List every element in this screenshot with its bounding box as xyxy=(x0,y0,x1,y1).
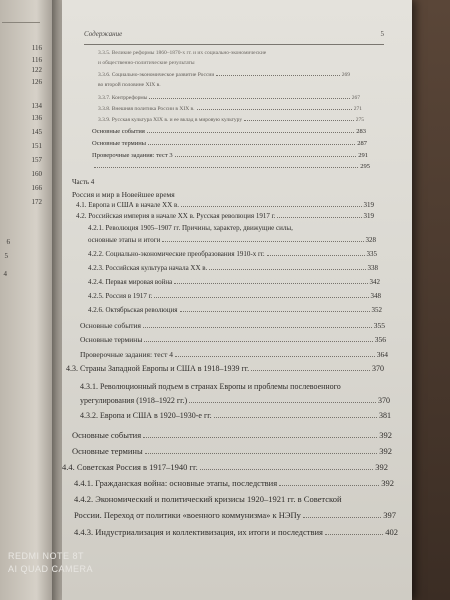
left-page-number: 145 xyxy=(31,128,42,136)
toc-entry xyxy=(88,250,377,258)
leader-dots xyxy=(174,283,367,284)
toc-entry-page: 335 xyxy=(366,250,377,258)
toc-entry-title: 3.3.9. Русская культура XIX в. и ее вклад в мировую культуру xyxy=(98,117,243,123)
left-page-number: 116 xyxy=(31,56,42,64)
left-page-edge xyxy=(0,0,52,600)
toc-entry-title: 3.3.7. Контрреформы xyxy=(98,95,148,101)
toc-entry xyxy=(98,117,364,123)
toc-entry: 4.2.1. Революция 1905–1907 гг. Причины, характер, движущие силы, xyxy=(88,224,293,232)
toc-entry xyxy=(80,335,386,344)
toc-entry xyxy=(92,128,366,135)
toc-entry-title: Основные события xyxy=(80,321,141,330)
left-page-number: 160 xyxy=(31,170,42,178)
toc-entry-title: урегулирования (1918–1922 гг.) xyxy=(80,396,188,405)
toc-entry-page: 392 xyxy=(379,430,392,440)
leader-dots xyxy=(162,241,363,242)
toc-entry-page: 370 xyxy=(372,364,384,373)
toc-entry: 3.3.5. Великие реформы 1860–1870-х гг. и их социально-экономические xyxy=(98,50,267,56)
toc-entry xyxy=(80,321,385,330)
leader-dots xyxy=(143,327,372,328)
toc-entry-page: 392 xyxy=(375,462,388,472)
running-title: Содержание xyxy=(84,30,123,38)
leader-dots xyxy=(181,206,361,207)
leader-dots xyxy=(175,356,375,357)
toc-entry-page: 275 xyxy=(355,117,364,123)
toc-entry-title: 4.2.2. Социально-экономические преобразования 1910-х гг. xyxy=(88,250,265,258)
toc-entry xyxy=(80,396,390,405)
toc-entry-title: 4.3.2. Европа и США в 1920–1930-е гг. xyxy=(80,411,212,420)
toc-entry: 4.3.1. Революционный подъем в странах Европы и проблемы послевоенного xyxy=(80,382,341,391)
leader-dots xyxy=(154,297,368,298)
part-title: Россия и мир в Новейшее время xyxy=(72,190,175,199)
leader-dots xyxy=(325,534,383,535)
toc-entry xyxy=(80,411,391,420)
toc-entry xyxy=(88,278,380,286)
toc-entry-title: 4.2.5. Россия в 1917 г. xyxy=(88,292,153,300)
toc-entry-page: 267 xyxy=(351,95,360,101)
toc-entry-title: 4.4. Советская Россия в 1917–1940 гг. xyxy=(62,462,198,472)
toc-entry-title: Проверочные задания: тест 4 xyxy=(80,350,173,359)
toc-entry-page: 355 xyxy=(373,321,385,330)
book-page xyxy=(62,0,412,600)
toc-entry-title: Основные термины xyxy=(72,446,143,456)
leader-dots xyxy=(279,485,379,486)
leader-dots xyxy=(144,341,372,342)
camera-watermark xyxy=(8,550,93,576)
toc-entry xyxy=(98,72,350,78)
toc-entry-page: 271 xyxy=(353,106,362,112)
toc-entry-title: 4.1. Европа и США в начале XX в. xyxy=(76,201,180,209)
page-number: 5 xyxy=(380,30,384,38)
toc-entry-page: 269 xyxy=(341,72,350,78)
toc-entry-page: 348 xyxy=(370,292,381,300)
toc-entry xyxy=(76,201,374,209)
toc-entry-page: 356 xyxy=(374,335,386,344)
toc-entry-page: 319 xyxy=(363,201,374,209)
toc-entry xyxy=(98,106,362,112)
toc-entry xyxy=(92,140,367,147)
leader-dots xyxy=(180,311,370,312)
toc-entry-page: 392 xyxy=(381,478,394,488)
left-page-rule xyxy=(2,22,40,23)
leader-dots xyxy=(209,269,365,270)
toc-entry-page: 319 xyxy=(363,212,374,220)
toc-entry: 4.4.2. Экономический и политический кризисы 1920–1921 гг. в Советской xyxy=(74,494,342,504)
toc-entry-page: 328 xyxy=(365,236,376,244)
leader-dots xyxy=(189,402,376,403)
toc-entry xyxy=(74,510,396,520)
toc-entry-title: 4.4.3. Индустриализация и коллективизация, их итоги и последствия xyxy=(74,527,323,537)
watermark-line: AI QUAD CAMERA xyxy=(8,564,94,574)
toc-entry xyxy=(74,527,398,537)
toc-entry-title: 4.3. Страны Западной Европы и США в 1918–1939 гг. xyxy=(66,364,250,373)
toc-entry-title: 4.4.1. Гражданская война: основные этапы, последствия xyxy=(74,478,278,488)
toc-entry-title: России. Переход от политики «военного коммунизма» к НЭПу xyxy=(74,510,301,520)
left-page-number: 134 xyxy=(31,102,42,110)
toc-entry-title: Основные термины xyxy=(92,140,147,147)
leader-dots xyxy=(277,217,361,218)
left-page-number: 6 xyxy=(6,238,10,246)
toc-entry xyxy=(76,212,374,220)
left-page-number: 116 xyxy=(31,44,42,52)
toc-entry-page: 364 xyxy=(376,350,388,359)
page-header xyxy=(84,30,384,45)
left-page-number: 5 xyxy=(4,252,8,260)
leader-dots xyxy=(143,437,377,438)
toc-entry xyxy=(98,95,360,101)
leader-dots xyxy=(244,120,354,121)
leader-dots xyxy=(145,453,378,454)
toc-entry xyxy=(66,364,384,373)
watermark-line: REDMI NOTE 8T xyxy=(8,551,85,561)
leader-dots xyxy=(149,98,349,99)
toc-entry-page: 392 xyxy=(379,446,392,456)
toc-entry xyxy=(62,462,388,472)
left-page-number: 166 xyxy=(31,184,42,192)
leader-dots xyxy=(216,75,339,76)
leader-dots xyxy=(214,417,377,418)
toc-entry-page: 352 xyxy=(371,306,382,314)
leader-dots xyxy=(200,469,374,470)
leader-dots xyxy=(267,255,365,256)
toc-entry-title: Основные события xyxy=(92,128,145,135)
leader-dots xyxy=(197,109,352,110)
toc-entry-title: 3.3.8. Внешняя политика России в XIX в. xyxy=(98,106,195,112)
left-page-number: 157 xyxy=(31,156,42,164)
toc-entry-title: 4.2.3. Российская культура начала XX в. xyxy=(88,264,208,272)
left-page-number: 4 xyxy=(3,270,7,278)
toc-entry-title: 4.2.4. Первая мировая война xyxy=(88,278,173,286)
leader-dots xyxy=(251,370,370,371)
toc-entry: и общественно-политические результаты xyxy=(98,60,195,66)
toc-entry xyxy=(88,306,382,314)
toc-entry-page: 397 xyxy=(383,510,396,520)
toc-entry-page: 402 xyxy=(385,527,398,537)
left-page-number: 151 xyxy=(31,142,42,150)
toc-entry-page: 370 xyxy=(378,396,390,405)
toc-entry xyxy=(88,236,376,244)
toc-entry-page: 342 xyxy=(369,278,380,286)
leader-dots xyxy=(147,132,354,133)
toc-entry xyxy=(92,163,370,170)
toc-entry-title: 4.2.6. Октябрьская революция xyxy=(88,306,178,314)
toc-entry: во второй половине XIX в. xyxy=(98,82,161,88)
toc-entry-page: 381 xyxy=(379,411,391,420)
toc-entry xyxy=(80,350,388,359)
toc-entry xyxy=(72,446,392,456)
left-page-number: 126 xyxy=(31,78,42,86)
left-page-number: 136 xyxy=(31,114,42,122)
toc-entry-page: 295 xyxy=(360,163,370,170)
toc-entry-title: 4.2. Российская империя в начале XX в. Русская революция 1917 г. xyxy=(76,212,276,220)
toc-entry xyxy=(88,264,378,272)
toc-entry-page: 283 xyxy=(356,128,366,135)
leader-dots xyxy=(175,156,357,157)
part-label: Часть 4 xyxy=(72,178,95,186)
toc-entry-title: Основные термины xyxy=(80,335,143,344)
leader-dots xyxy=(94,167,358,168)
left-page-number: 172 xyxy=(31,198,42,206)
toc-entry-title: основные этапы и итоги xyxy=(88,236,161,244)
toc-entry-page: 338 xyxy=(367,264,378,272)
toc-entry xyxy=(72,430,392,440)
leader-dots xyxy=(148,144,355,145)
toc-entry xyxy=(74,478,394,488)
toc-entry-title: 3.3.6. Социально-экономическое развитие России xyxy=(98,72,215,78)
toc-entry xyxy=(92,152,368,159)
toc-entry-title: Основные события xyxy=(72,430,142,440)
toc-entry-title: Проверочные задания: тест 3 xyxy=(92,152,173,159)
toc-entry-page: 287 xyxy=(357,140,367,147)
leader-dots xyxy=(303,517,381,518)
toc-entry xyxy=(88,292,381,300)
left-page-number: 122 xyxy=(31,66,42,74)
toc-entry-page: 291 xyxy=(358,152,368,159)
